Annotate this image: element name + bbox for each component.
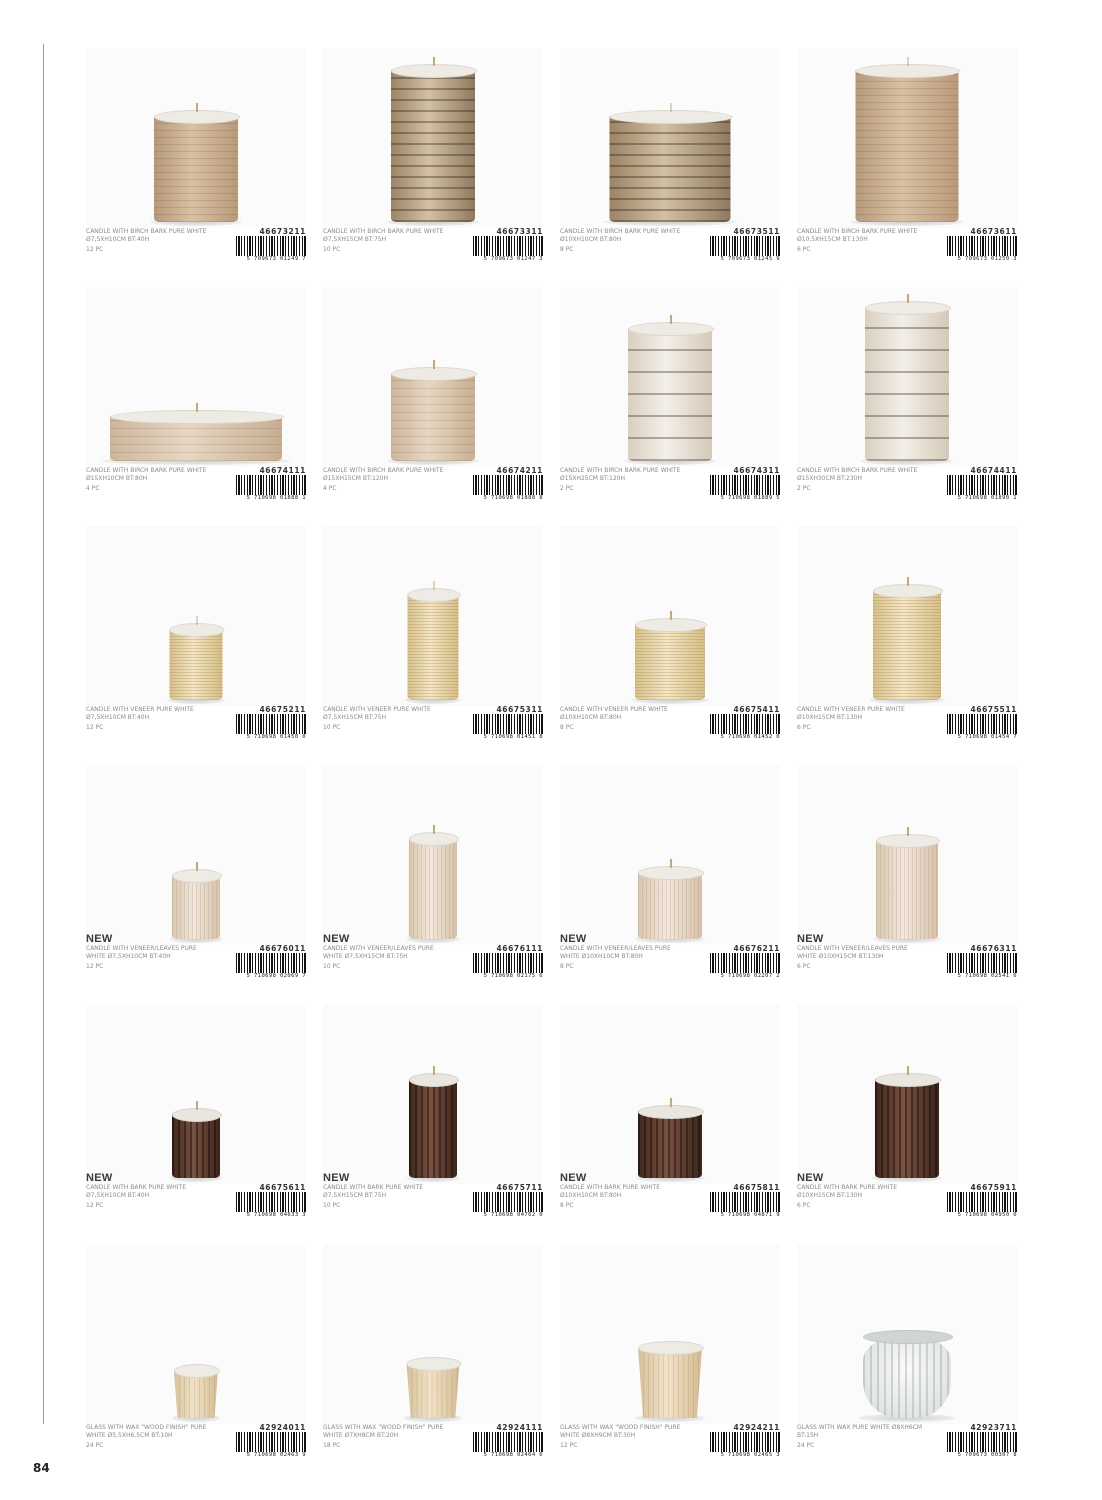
pack-quantity: 10 PC — [323, 963, 341, 970]
item-number: 42923711 — [970, 1423, 1017, 1432]
barcode — [236, 953, 306, 973]
product-card — [86, 1004, 306, 1229]
product-description: CANDLE WITH VENEER/LEAVES PURE WHITE Ø10XH15CM BT:130H — [797, 945, 908, 960]
candle-top — [638, 866, 704, 880]
candle-body — [865, 307, 949, 461]
barcode-number: 5 709673 01250 3 — [957, 256, 1017, 262]
item-number: 46674111 — [259, 466, 306, 475]
barcode-number: 5 710698 01890 1 — [957, 495, 1017, 501]
product-description: CANDLE WITH VENEER/LEAVES PURE WHITE Ø7,5XH15CM BT:75H — [323, 945, 434, 960]
wick — [670, 103, 672, 112]
candle-illustration — [638, 866, 702, 939]
candle-illustration — [873, 584, 941, 700]
barcode — [710, 1192, 780, 1212]
barcode-number: 5 710698 01888 1 — [246, 495, 306, 501]
barcode — [710, 475, 780, 495]
product-card — [797, 287, 1017, 512]
candle-top — [408, 588, 461, 602]
item-number: 46673511 — [733, 227, 780, 236]
wick — [433, 581, 435, 590]
product-photo — [797, 1004, 1017, 1184]
pack-quantity: 18 PC — [323, 1442, 341, 1449]
barcode — [947, 953, 1017, 973]
product-photo — [323, 48, 543, 228]
new-badge: NEW — [560, 1172, 587, 1184]
product-card — [797, 1244, 1017, 1469]
candle-illustration — [638, 1105, 702, 1178]
product-photo — [86, 48, 306, 228]
product-card — [86, 287, 306, 512]
candle-top — [856, 64, 961, 78]
product-photo — [560, 526, 780, 706]
product-info — [323, 228, 543, 273]
candle-illustration — [391, 367, 475, 461]
product-photo — [323, 287, 543, 467]
barcode-number: 5 710698 04871 9 — [720, 1212, 780, 1218]
product-card — [86, 526, 306, 751]
product-card — [86, 48, 306, 273]
product-info — [86, 467, 306, 512]
barcode-number: 5 710698 02175 6 — [483, 973, 543, 979]
product-info — [560, 228, 780, 273]
barcode — [236, 1432, 306, 1452]
product-card — [560, 765, 780, 990]
candle-body — [407, 1363, 460, 1418]
item-number: 46673311 — [496, 227, 543, 236]
wick — [670, 1098, 672, 1107]
candle-top — [172, 1108, 222, 1122]
wick — [907, 577, 909, 586]
item-number: 46675611 — [259, 1183, 306, 1192]
barcode-number: 5 710698 02463 9 — [246, 1452, 306, 1458]
barcode — [710, 714, 780, 734]
wick — [907, 294, 909, 303]
barcode — [947, 1432, 1017, 1452]
product-card — [323, 287, 543, 512]
candle-illustration — [110, 410, 282, 461]
candle-body — [863, 1336, 951, 1418]
product-photo — [86, 765, 306, 945]
pack-quantity: 24 PC — [86, 1442, 104, 1449]
barcode — [947, 1192, 1017, 1212]
wick — [196, 616, 198, 625]
candle-body — [876, 840, 938, 939]
candle-top — [391, 367, 477, 381]
candle-top — [409, 832, 459, 846]
product-description: GLASS WITH WAX "WOOD FINISH" PURE WHITE Ø5,5XH6,5CM BT:10H — [86, 1424, 207, 1439]
product-description: GLASS WITH WAX "WOOD FINISH" PURE WHITE Ø8XH9CM BT:30H — [560, 1424, 681, 1439]
candle-top — [610, 110, 733, 124]
candle-body — [875, 1079, 939, 1178]
pack-quantity: 2 PC — [560, 485, 574, 492]
product-description: CANDLE WITH BIRCH BARK PURE WHITE Ø15XH30CM BT:230H — [797, 467, 918, 482]
product-info — [323, 1172, 543, 1229]
wick — [670, 859, 672, 868]
pack-quantity: 6 PC — [797, 246, 811, 253]
pack-quantity: 12 PC — [86, 724, 104, 731]
candle-body — [172, 875, 220, 939]
product-card — [797, 526, 1017, 751]
candle-body — [856, 70, 959, 222]
product-description: CANDLE WITH BIRCH BARK PURE WHITE Ø10,5XH15CM BT:130H — [797, 228, 918, 243]
item-number: 46675211 — [259, 705, 306, 714]
candle-illustration — [174, 1364, 218, 1418]
pack-quantity: 12 PC — [86, 246, 104, 253]
candle-body — [154, 116, 238, 222]
candle-illustration — [172, 1108, 220, 1178]
candle-body — [610, 116, 731, 222]
product-photo — [560, 48, 780, 228]
product-card — [323, 1004, 543, 1229]
product-photo — [560, 287, 780, 467]
barcode — [236, 1192, 306, 1212]
candle-body — [172, 1114, 220, 1178]
item-number: 42924211 — [733, 1423, 780, 1432]
barcode — [947, 475, 1017, 495]
barcode-number: 5 709673 01247 3 — [483, 256, 543, 262]
candle-top — [407, 1357, 462, 1371]
product-info — [86, 1424, 306, 1469]
item-number: 46676211 — [733, 944, 780, 953]
product-photo — [797, 287, 1017, 467]
product-info — [560, 1172, 780, 1229]
barcode — [236, 475, 306, 495]
product-card — [560, 287, 780, 512]
product-photo — [560, 1244, 780, 1424]
product-info — [86, 706, 306, 751]
product-card — [560, 1004, 780, 1229]
product-description: CANDLE WITH BARK PURE WHITE Ø7,5XH10CM BT:40H — [86, 1184, 187, 1199]
wick — [433, 1066, 435, 1075]
pack-quantity: 12 PC — [86, 1202, 104, 1209]
barcode-number: 5 710698 02464 6 — [483, 1452, 543, 1458]
candle-top — [170, 623, 225, 637]
pack-quantity: 10 PC — [323, 246, 341, 253]
product-photo — [323, 1244, 543, 1424]
product-description: CANDLE WITH BARK PURE WHITE Ø10XH15CM BT:130H — [797, 1184, 898, 1199]
barcode — [473, 236, 543, 256]
barcode-number: 5 710698 01889 5 — [720, 495, 780, 501]
product-photo — [797, 526, 1017, 706]
wick — [670, 611, 672, 620]
product-info — [323, 706, 543, 751]
new-badge: NEW — [797, 1172, 824, 1184]
candle-illustration — [172, 869, 220, 939]
product-description: CANDLE WITH VENEER/LEAVES PURE WHITE Ø10XH10CM BT:80H — [560, 945, 671, 960]
candle-illustration — [863, 1330, 951, 1418]
candle-body — [409, 838, 457, 939]
product-description: CANDLE WITH BIRCH BARK PURE WHITE Ø7,5XH15CM BT:75H — [323, 228, 444, 243]
candle-illustration — [875, 1073, 939, 1178]
product-photo — [797, 765, 1017, 945]
candle-body — [628, 328, 712, 461]
product-photo — [797, 48, 1017, 228]
product-info — [797, 706, 1017, 751]
product-card — [560, 526, 780, 751]
product-description: CANDLE WITH BIRCH BARK PURE WHITE Ø15XH15CM BT:120H — [323, 467, 444, 482]
product-photo — [797, 1244, 1017, 1424]
barcode-number: 5 710698 01454 7 — [957, 734, 1017, 740]
pack-quantity: 8 PC — [560, 1202, 574, 1209]
pack-quantity: 12 PC — [560, 1442, 578, 1449]
product-photo — [86, 526, 306, 706]
product-photo — [560, 765, 780, 945]
product-info — [797, 933, 1017, 990]
product-info — [86, 933, 306, 990]
item-number: 42924011 — [259, 1423, 306, 1432]
wick — [196, 1101, 198, 1110]
product-description: CANDLE WITH VENEER/LEAVES PURE WHITE Ø7,5XH10CM BT:40H — [86, 945, 197, 960]
candle-illustration — [154, 110, 238, 222]
pack-quantity: 4 PC — [323, 485, 337, 492]
product-info — [560, 706, 780, 751]
pack-quantity: 24 PC — [797, 1442, 815, 1449]
product-info — [797, 228, 1017, 273]
product-card — [86, 765, 306, 990]
candle-illustration — [170, 623, 223, 700]
barcode-number: 5 710698 02541 6 — [957, 973, 1017, 979]
barcode — [947, 236, 1017, 256]
item-number: 46675811 — [733, 1183, 780, 1192]
pack-quantity: 10 PC — [323, 724, 341, 731]
product-card — [323, 765, 543, 990]
item-number: 46674211 — [496, 466, 543, 475]
barcode — [473, 953, 543, 973]
candle-illustration — [391, 64, 475, 222]
candle-illustration — [876, 834, 938, 939]
candle-top — [391, 64, 477, 78]
product-card — [86, 1244, 306, 1469]
candle-illustration — [856, 64, 959, 222]
candle-top — [865, 301, 951, 315]
product-card — [797, 48, 1017, 273]
candle-illustration — [610, 110, 731, 222]
pack-quantity: 8 PC — [560, 246, 574, 253]
candle-top — [635, 618, 707, 632]
barcode-number: 5 710698 04950 0 — [957, 1212, 1017, 1218]
pack-quantity: 6 PC — [797, 724, 811, 731]
pack-quantity: 10 PC — [323, 1202, 341, 1209]
new-badge: NEW — [560, 933, 587, 945]
barcode — [710, 953, 780, 973]
barcode — [236, 236, 306, 256]
candle-body — [873, 590, 941, 700]
candle-top — [638, 1105, 704, 1119]
wick — [907, 57, 909, 66]
wick — [670, 315, 672, 324]
new-badge: NEW — [797, 933, 824, 945]
barcode — [710, 1432, 780, 1452]
barcode-number: 5 709673 01245 9 — [720, 256, 780, 262]
barcode — [473, 714, 543, 734]
product-description: CANDLE WITH VENEER PURE WHITE Ø10XH15CM BT:130H — [797, 706, 905, 721]
product-info — [560, 1424, 780, 1469]
product-info — [323, 933, 543, 990]
candle-body — [408, 594, 459, 700]
candle-body — [638, 1111, 702, 1178]
wick — [907, 1066, 909, 1075]
candle-illustration — [635, 618, 705, 700]
item-number: 46676011 — [259, 944, 306, 953]
item-number: 46675411 — [733, 705, 780, 714]
product-description: GLASS WITH WAX "WOOD FINISH" PURE WHITE Ø7XH8CM BT:20H — [323, 1424, 444, 1439]
product-info — [560, 467, 780, 512]
candle-top — [154, 110, 240, 124]
product-description: GLASS WITH WAX PURE WHITE Ø8XH6CM BT:15H — [797, 1424, 923, 1439]
product-info — [560, 933, 780, 990]
candle-top — [873, 584, 943, 598]
product-card — [323, 526, 543, 751]
product-photo — [86, 1244, 306, 1424]
product-photo — [323, 765, 543, 945]
candle-body — [635, 624, 705, 700]
barcode-number: 5 710698 02069 7 — [246, 973, 306, 979]
product-description: CANDLE WITH BIRCH BARK PURE WHITE Ø15XH25CM BT:120H — [560, 467, 681, 482]
candle-body — [409, 1079, 457, 1178]
candle-body — [391, 70, 475, 222]
barcode-number: 5 710698 01452 0 — [720, 734, 780, 740]
candle-top — [174, 1364, 220, 1378]
item-number: 46674411 — [970, 466, 1017, 475]
candle-illustration — [865, 301, 949, 461]
product-description: CANDLE WITH BARK PURE WHITE Ø7,5XH15CM BT:75H — [323, 1184, 424, 1199]
wick — [907, 827, 909, 836]
candle-body — [170, 629, 223, 700]
barcode — [473, 1432, 543, 1452]
product-info — [86, 228, 306, 273]
barcode-number: 5 710698 04762 0 — [483, 1212, 543, 1218]
wick — [196, 103, 198, 112]
candle-top — [863, 1330, 953, 1344]
pack-quantity: 12 PC — [86, 963, 104, 970]
product-photo — [86, 287, 306, 467]
item-number: 46676111 — [496, 944, 543, 953]
barcode-number: 5 710698 04633 3 — [246, 1212, 306, 1218]
pack-quantity: 6 PC — [797, 1202, 811, 1209]
pack-quantity: 8 PC — [560, 724, 574, 731]
page-number: 84 — [33, 1461, 50, 1475]
candle-body — [638, 1347, 702, 1418]
product-description: CANDLE WITH VENEER PURE WHITE Ø10XH10CM BT:80H — [560, 706, 668, 721]
wick — [433, 57, 435, 66]
product-description: CANDLE WITH BIRCH BARK PURE WHITE Ø7,5XH10CM BT:40H — [86, 228, 207, 243]
candle-illustration — [408, 588, 459, 700]
product-info — [797, 1172, 1017, 1229]
item-number: 46675311 — [496, 705, 543, 714]
item-number: 46675911 — [970, 1183, 1017, 1192]
pack-quantity: 8 PC — [560, 963, 574, 970]
barcode-number: 5 710698 01450 0 — [246, 734, 306, 740]
barcode-number: 5 710698 01888 8 — [483, 495, 543, 501]
product-info — [323, 1424, 543, 1469]
item-number: 46674311 — [733, 466, 780, 475]
item-number: 42924111 — [496, 1423, 543, 1432]
candle-top — [172, 869, 222, 883]
item-number: 46675711 — [496, 1183, 543, 1192]
product-description: CANDLE WITH BARK PURE WHITE Ø10XH10CM BT:80H — [560, 1184, 661, 1199]
product-photo — [323, 526, 543, 706]
barcode — [947, 714, 1017, 734]
wick — [196, 403, 198, 412]
barcode-number: 5 710698 02465 3 — [720, 1452, 780, 1458]
barcode — [710, 236, 780, 256]
wick — [433, 360, 435, 369]
barcode-number: 5 709673 01249 7 — [246, 256, 306, 262]
barcode — [473, 475, 543, 495]
item-number: 46673611 — [970, 227, 1017, 236]
product-description: CANDLE WITH BIRCH BARK PURE WHITE Ø10XH10CM BT:80H — [560, 228, 681, 243]
candle-top — [875, 1073, 941, 1087]
barcode-number: 5 709673 00307 8 — [957, 1452, 1017, 1458]
candle-illustration — [409, 832, 457, 939]
product-info — [797, 1424, 1017, 1469]
item-number: 46675511 — [970, 705, 1017, 714]
product-photo — [560, 1004, 780, 1184]
product-photo — [323, 1004, 543, 1184]
candle-top — [876, 834, 940, 848]
item-number: 46676311 — [970, 944, 1017, 953]
candle-top — [409, 1073, 459, 1087]
new-badge: NEW — [323, 933, 350, 945]
candle-top — [110, 410, 284, 424]
pack-quantity: 2 PC — [797, 485, 811, 492]
candle-illustration — [638, 1341, 702, 1418]
product-card — [560, 1244, 780, 1469]
product-card — [797, 1004, 1017, 1229]
candle-illustration — [409, 1073, 457, 1178]
barcode-number: 5 710698 01451 8 — [483, 734, 543, 740]
new-badge: NEW — [323, 1172, 350, 1184]
candle-illustration — [628, 322, 712, 461]
barcode — [473, 1192, 543, 1212]
product-card — [323, 48, 543, 273]
product-card — [323, 1244, 543, 1469]
product-info — [86, 1172, 306, 1229]
candle-top — [628, 322, 714, 336]
item-number: 46673211 — [259, 227, 306, 236]
barcode — [236, 714, 306, 734]
wick — [196, 862, 198, 871]
pack-quantity: 6 PC — [797, 963, 811, 970]
product-card — [560, 48, 780, 273]
new-badge: NEW — [86, 1172, 113, 1184]
pack-quantity: 4 PC — [86, 485, 100, 492]
candle-body — [391, 373, 475, 461]
product-info — [323, 467, 543, 512]
product-info — [797, 467, 1017, 512]
product-description: CANDLE WITH VENEER PURE WHITE Ø7,5XH15CM BT:75H — [323, 706, 431, 721]
product-card — [797, 765, 1017, 990]
barcode-number: 5 710698 02207 2 — [720, 973, 780, 979]
product-description: CANDLE WITH VENEER PURE WHITE Ø7,5XH10CM BT:40H — [86, 706, 194, 721]
new-badge: NEW — [86, 933, 113, 945]
candle-top — [638, 1341, 704, 1355]
product-photo — [86, 1004, 306, 1184]
candle-body — [638, 872, 702, 939]
product-description: CANDLE WITH BIRCH BARK PURE WHITE Ø15XH10CM BT:80H — [86, 467, 207, 482]
candle-illustration — [407, 1357, 460, 1418]
wick — [433, 825, 435, 834]
